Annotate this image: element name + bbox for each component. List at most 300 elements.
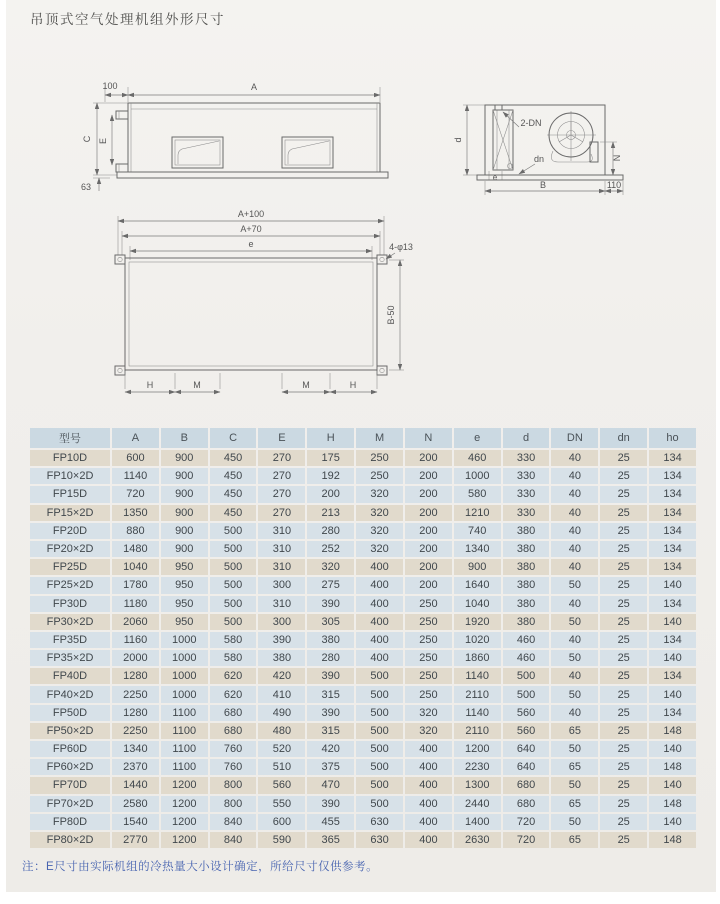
value-cell: 720 [503,814,550,830]
value-cell: 1340 [112,741,159,757]
footnote: 注：E尺寸由实际机组的冷热量大小设计确定，所给尺寸仅供参考。 [22,861,379,873]
table-row [30,614,696,630]
value-cell: 510 [258,759,305,775]
drain-label: dn [533,154,545,164]
value-cell: 40 [551,486,598,502]
value-cell: 300 [258,577,305,593]
value-cell: 1040 [454,596,501,612]
value-cell: 1280 [112,668,159,684]
value-cell: 1920 [454,614,501,630]
value-cell: 480 [258,723,305,739]
value-cell: 134 [649,705,696,721]
value-cell: 25 [600,468,647,484]
value-cell: 1400 [454,814,501,830]
value-cell: 1200 [454,741,501,757]
value-cell: 25 [600,759,647,775]
value-cell: 950 [161,577,208,593]
value-cell: 380 [503,596,550,612]
value-cell: 640 [503,741,550,757]
value-cell: 134 [649,668,696,684]
value-cell: 250 [405,686,452,702]
table-row [30,596,696,612]
dim-label-a70: A+70 [240,224,262,234]
value-cell: 470 [307,777,354,793]
model-cell: FP50D [30,705,110,721]
value-cell: 25 [600,577,647,593]
dimensions-table [28,426,698,850]
value-cell: 200 [405,541,452,557]
value-cell: 1540 [112,814,159,830]
value-cell: 25 [600,505,647,521]
column-header: C [210,428,257,448]
value-cell: 1200 [161,777,208,793]
value-cell: 40 [551,596,598,612]
value-cell: 1040 [112,559,159,575]
value-cell: 2110 [454,686,501,702]
value-cell: 280 [307,650,354,666]
value-cell: 65 [551,832,598,848]
value-cell: 200 [405,523,452,539]
value-cell: 460 [503,632,550,648]
value-cell: 500 [356,686,403,702]
value-cell: 550 [258,796,305,812]
value-cell: 140 [649,686,696,702]
value-cell: 2250 [112,686,159,702]
table-row [30,468,696,484]
value-cell: 25 [600,814,647,830]
column-header: DN [551,428,598,448]
dim-label-m-left: M [193,380,201,390]
value-cell: 2230 [454,759,501,775]
value-cell: 1210 [454,505,501,521]
value-cell: 390 [307,596,354,612]
dim-label-n: N [612,154,622,162]
value-cell: 310 [258,559,305,575]
value-cell: 1140 [454,705,501,721]
model-cell: FP10D [30,450,110,466]
value-cell: 25 [600,796,647,812]
value-cell: 50 [551,686,598,702]
value-cell: 134 [649,632,696,648]
table-row [30,450,696,466]
value-cell: 320 [356,541,403,557]
value-cell: 192 [307,468,354,484]
value-cell: 460 [454,450,501,466]
value-cell: 40 [551,705,598,721]
value-cell: 840 [210,832,257,848]
value-cell: 680 [210,723,257,739]
value-cell: 2770 [112,832,159,848]
value-cell: 25 [600,686,647,702]
value-cell: 134 [649,486,696,502]
value-cell: 450 [210,486,257,502]
value-cell: 213 [307,505,354,521]
table-row [30,723,696,739]
column-header: dn [600,428,647,448]
value-cell: 1350 [112,505,159,521]
value-cell: 270 [258,450,305,466]
value-cell: 50 [551,777,598,793]
value-cell: 1000 [454,468,501,484]
value-cell: 950 [161,614,208,630]
value-cell: 900 [161,450,208,466]
value-cell: 1480 [112,541,159,557]
dim-label-b50: B-50 [386,305,396,325]
value-cell: 40 [551,505,598,521]
value-cell: 900 [161,468,208,484]
value-cell: 1200 [161,832,208,848]
value-cell: 500 [503,686,550,702]
plan-view-diagram [100,205,420,410]
value-cell: 200 [405,486,452,502]
front-view-diagram [70,75,415,205]
value-cell: 2250 [112,723,159,739]
value-cell: 1100 [161,705,208,721]
value-cell: 500 [210,577,257,593]
value-cell: 40 [551,541,598,557]
value-cell: 500 [356,705,403,721]
value-cell: 140 [649,614,696,630]
model-cell: FP60×2D [30,759,110,775]
value-cell: 40 [551,450,598,466]
table-row [30,523,696,539]
value-cell: 140 [649,741,696,757]
value-cell: 305 [307,614,354,630]
value-cell: 630 [356,832,403,848]
value-cell: 250 [356,468,403,484]
value-cell: 365 [307,832,354,848]
dim-label-a100: A+100 [237,209,265,219]
value-cell: 1340 [454,541,501,557]
table-row [30,686,696,702]
value-cell: 2060 [112,614,159,630]
value-cell: 25 [600,723,647,739]
value-cell: 148 [649,832,696,848]
value-cell: 400 [356,650,403,666]
value-cell: 380 [503,559,550,575]
dim-label-e-side: e [492,173,498,182]
mounting-tab [115,255,387,375]
value-cell: 25 [600,777,647,793]
value-cell: 380 [307,632,354,648]
value-cell: 800 [210,796,257,812]
value-cell: 400 [356,632,403,648]
dim-label-63: 63 [80,182,92,192]
value-cell: 380 [503,614,550,630]
value-cell: 250 [405,632,452,648]
value-cell: 680 [503,777,550,793]
value-cell: 1000 [161,632,208,648]
value-cell: 25 [600,559,647,575]
value-cell: 40 [551,468,598,484]
value-cell: 250 [405,668,452,684]
value-cell: 1100 [161,723,208,739]
dim-label-c: C [82,135,92,143]
value-cell: 25 [600,668,647,684]
value-cell: 200 [405,577,452,593]
value-cell: 950 [161,559,208,575]
dim-label-110: 110 [606,180,622,190]
value-cell: 500 [356,759,403,775]
value-cell: 410 [258,686,305,702]
table-row [30,577,696,593]
value-cell: 40 [551,668,598,684]
value-cell: 950 [161,596,208,612]
value-cell: 310 [258,541,305,557]
hole-callout: 4-φ13 [389,242,413,252]
value-cell: 25 [600,832,647,848]
value-cell: 620 [210,668,257,684]
value-cell: 450 [210,505,257,521]
model-cell: FP70D [30,777,110,793]
value-cell: 134 [649,468,696,484]
value-cell: 400 [405,796,452,812]
model-cell: FP30×2D [30,614,110,630]
model-cell: FP15D [30,486,110,502]
model-cell: FP35×2D [30,650,110,666]
value-cell: 40 [551,559,598,575]
value-cell: 320 [356,523,403,539]
value-cell: 250 [405,614,452,630]
value-cell: 134 [649,541,696,557]
value-cell: 580 [454,486,501,502]
value-cell: 65 [551,759,598,775]
column-header: N [405,428,452,448]
model-cell: FP25D [30,559,110,575]
value-cell: 380 [503,523,550,539]
value-cell: 1440 [112,777,159,793]
model-cell: FP20D [30,523,110,539]
value-cell: 300 [258,614,305,630]
value-cell: 315 [307,723,354,739]
value-cell: 330 [503,505,550,521]
value-cell: 720 [503,832,550,848]
table-row [30,541,696,557]
table-row [30,759,696,775]
value-cell: 390 [307,796,354,812]
dim-label-h-right: H [349,380,357,390]
value-cell: 320 [356,505,403,521]
pipe-connection-label: 2-DN [520,118,542,128]
table-row [30,559,696,575]
value-cell: 200 [405,450,452,466]
value-cell: 2630 [454,832,501,848]
value-cell: 315 [307,686,354,702]
inspection-window [172,137,223,168]
value-cell: 1000 [161,668,208,684]
table-row [30,705,696,721]
model-cell: FP10×2D [30,468,110,484]
value-cell: 400 [356,577,403,593]
value-cell: 1020 [454,632,501,648]
value-cell: 900 [161,541,208,557]
value-cell: 25 [600,614,647,630]
dim-label-d: d [453,137,463,143]
value-cell: 420 [307,741,354,757]
value-cell: 400 [405,814,452,830]
table-row [30,486,696,502]
value-cell: 310 [258,523,305,539]
side-view-diagram [455,85,710,200]
table-row [30,796,696,812]
value-cell: 1100 [161,759,208,775]
value-cell: 640 [503,759,550,775]
model-cell: FP35D [30,632,110,648]
value-cell: 500 [210,541,257,557]
value-cell: 25 [600,741,647,757]
value-cell: 320 [405,723,452,739]
dim-label-b: B [539,180,547,190]
value-cell: 50 [551,814,598,830]
value-cell: 200 [405,468,452,484]
value-cell: 760 [210,759,257,775]
value-cell: 1160 [112,632,159,648]
table-header-row [30,428,696,448]
value-cell: 500 [356,796,403,812]
value-cell: 455 [307,814,354,830]
value-cell: 134 [649,523,696,539]
value-cell: 50 [551,577,598,593]
table-row [30,632,696,648]
column-header: B [161,428,208,448]
dim-label-e: E [98,137,108,145]
value-cell: 134 [649,596,696,612]
value-cell: 400 [356,614,403,630]
value-cell: 500 [356,668,403,684]
value-cell: 320 [405,705,452,721]
value-cell: 330 [503,486,550,502]
value-cell: 600 [112,450,159,466]
value-cell: 520 [258,741,305,757]
value-cell: 25 [600,705,647,721]
value-cell: 400 [405,759,452,775]
value-cell: 250 [405,650,452,666]
column-header: 型号 [30,428,110,448]
value-cell: 140 [649,577,696,593]
model-cell: FP20×2D [30,541,110,557]
value-cell: 560 [503,705,550,721]
value-cell: 1200 [161,796,208,812]
value-cell: 330 [503,468,550,484]
value-cell: 1860 [454,650,501,666]
value-cell: 720 [112,486,159,502]
value-cell: 2580 [112,796,159,812]
value-cell: 380 [503,577,550,593]
value-cell: 252 [307,541,354,557]
value-cell: 270 [258,505,305,521]
value-cell: 320 [356,486,403,502]
value-cell: 460 [503,650,550,666]
value-cell: 50 [551,741,598,757]
column-header: d [503,428,550,448]
value-cell: 1300 [454,777,501,793]
value-cell: 2000 [112,650,159,666]
value-cell: 380 [503,541,550,557]
value-cell: 200 [307,486,354,502]
value-cell: 500 [503,668,550,684]
value-cell: 580 [210,632,257,648]
value-cell: 2440 [454,796,501,812]
value-cell: 450 [210,468,257,484]
value-cell: 148 [649,723,696,739]
value-cell: 390 [307,668,354,684]
table-row [30,505,696,521]
model-cell: FP50×2D [30,723,110,739]
model-cell: FP80×2D [30,832,110,848]
dim-label-100: 100 [102,81,118,91]
value-cell: 1000 [161,686,208,702]
value-cell: 740 [454,523,501,539]
value-cell: 270 [258,468,305,484]
value-cell: 65 [551,796,598,812]
value-cell: 500 [210,523,257,539]
value-cell: 500 [356,741,403,757]
table-row [30,832,696,848]
value-cell: 25 [600,650,647,666]
value-cell: 134 [649,505,696,521]
value-cell: 25 [600,541,647,557]
value-cell: 800 [210,777,257,793]
table-row [30,650,696,666]
value-cell: 134 [649,450,696,466]
value-cell: 25 [600,632,647,648]
value-cell: 900 [161,486,208,502]
value-cell: 500 [356,723,403,739]
value-cell: 590 [258,832,305,848]
value-cell: 900 [161,505,208,521]
column-header: E [258,428,305,448]
value-cell: 880 [112,523,159,539]
table-row [30,777,696,793]
value-cell: 148 [649,759,696,775]
dim-label-a: A [250,82,258,92]
model-cell: FP15×2D [30,505,110,521]
table-row [30,668,696,684]
value-cell: 500 [356,777,403,793]
value-cell: 330 [503,450,550,466]
value-cell: 40 [551,632,598,648]
value-cell: 600 [258,814,305,830]
value-cell: 1780 [112,577,159,593]
value-cell: 380 [258,650,305,666]
value-cell: 50 [551,650,598,666]
value-cell: 200 [405,559,452,575]
value-cell: 140 [649,650,696,666]
fan [547,111,596,162]
value-cell: 1200 [161,814,208,830]
column-header: A [112,428,159,448]
value-cell: 148 [649,796,696,812]
value-cell: 175 [307,450,354,466]
dim-label-e-plan: e [248,239,254,249]
value-cell: 400 [356,596,403,612]
value-cell: 1140 [454,668,501,684]
coil-section [493,105,513,170]
value-cell: 680 [503,796,550,812]
value-cell: 500 [210,559,257,575]
value-cell: 560 [258,777,305,793]
value-cell: 1180 [112,596,159,612]
model-cell: FP25×2D [30,577,110,593]
table-row [30,741,696,757]
value-cell: 2370 [112,759,159,775]
value-cell: 134 [649,559,696,575]
value-cell: 840 [210,814,257,830]
value-cell: 275 [307,577,354,593]
value-cell: 25 [600,596,647,612]
value-cell: 390 [258,632,305,648]
model-cell: FP70×2D [30,796,110,812]
